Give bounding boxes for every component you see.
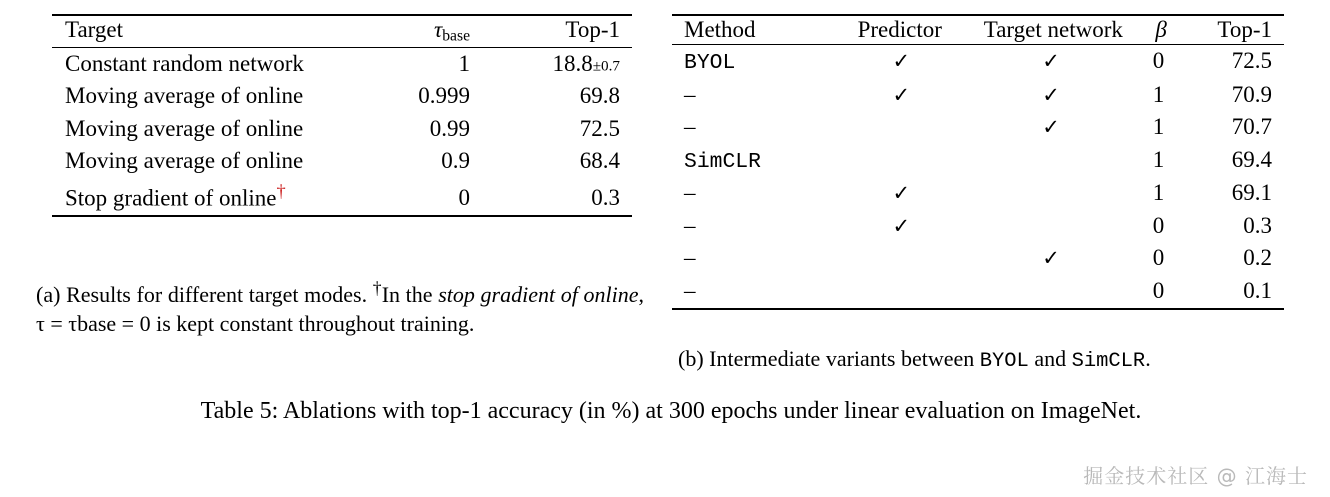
watermark: 掘金技术社区 @ 江海士 (1083, 464, 1308, 488)
table-b-cell-top1: 0.3 (1243, 212, 1272, 238)
table-b-cell-method: – (684, 114, 696, 140)
table-b-cell-top1: 0.1 (1243, 278, 1272, 304)
table-b-cell-top1: 0.2 (1243, 245, 1272, 271)
table-b-cell-target-network (968, 177, 1133, 210)
table-b-cell-beta: 0 (1152, 245, 1165, 271)
table-b-cell-predictor (834, 144, 968, 177)
table-a-header-top1: Top-1 (565, 17, 620, 43)
table-b-cell-predictor (834, 275, 968, 308)
table-a-cell-tau: 0.99 (429, 115, 470, 141)
caption-b-text3: . (1145, 346, 1151, 371)
table-b-cell-beta: 0 (1152, 48, 1165, 74)
caption-b-text1: Intermediate variants between (709, 346, 980, 371)
caption-b-text2: and (1028, 346, 1072, 371)
table-a-header-tau: $\tau_{base}$ (434, 17, 470, 45)
table-b-header-row (672, 16, 1284, 44)
table-a-cell-tau: 0.999 (418, 83, 470, 109)
table-a-grid (52, 16, 632, 46)
table-row (52, 80, 632, 113)
table-a-cell-top1: 69.8 (579, 83, 620, 109)
table-b-header-beta: β (1155, 17, 1167, 43)
table-b-cell-predictor (834, 242, 968, 275)
table-b-cell-top1: 70.9 (1231, 81, 1272, 107)
caption-a-label: (a) (36, 281, 61, 307)
table-row (672, 210, 1284, 243)
table-row (672, 177, 1284, 210)
table-b-cell-predictor: ✓ (892, 181, 911, 206)
caption-a-text1: Results for different target modes. (66, 281, 373, 307)
caption-a-text3: , τ = τbase = 0 is kept constant throughout training. (36, 281, 645, 336)
table-a-cell-top1 (470, 48, 632, 81)
table-b-cell-method: – (684, 180, 696, 206)
table-a-cell-tau: 0 (458, 185, 470, 211)
table-a-cell-target (52, 178, 350, 215)
table-row (672, 144, 1284, 177)
table-a-cell-top1: 0.3 (591, 185, 620, 211)
table-a-cell-target: Moving average of online (65, 115, 304, 141)
table-b-cell-top1: 69.4 (1231, 146, 1272, 172)
table-b-cell-predictor: ✓ (892, 49, 911, 74)
table-b-cell-predictor (834, 111, 968, 144)
table-a-cell-tau: 1 (458, 50, 470, 76)
table-b-cell-target-network (968, 210, 1133, 243)
table-b-cell-method: BYOL (684, 51, 736, 76)
table-row (672, 242, 1284, 275)
table-a-cell-tau: 0.9 (441, 148, 470, 174)
caption-a-italic: stop gradient of online (438, 281, 639, 307)
table-b-cell-predictor: ✓ (892, 213, 911, 238)
caption-b-mono1: BYOL (979, 350, 1029, 373)
table-b-header-target-network: Target network (983, 17, 1123, 43)
table-b-cell-target-network: ✓ (1042, 115, 1060, 140)
table-a-cell-target: Moving average of online (65, 148, 304, 174)
table-b-cell-target-network: ✓ (1042, 82, 1060, 107)
table-b-cell-method: – (684, 81, 696, 107)
table-b-cell-method: – (684, 212, 696, 238)
table-b-body (672, 45, 1284, 307)
table-a-cell-top1: 72.5 (579, 115, 620, 141)
table-a-cell-top1: 68.4 (579, 148, 620, 174)
table-b (672, 14, 1284, 310)
table-b-header-top1: Top-1 (1217, 17, 1272, 43)
table-b-cell-top1: 72.5 (1231, 48, 1272, 74)
table-b-bottom-rule (672, 308, 1284, 310)
table-a-cell-target: Constant random network (65, 50, 304, 76)
table-a-target-text: Stop gradient of online (65, 185, 277, 211)
table-b-cell-method: – (684, 278, 696, 304)
table-b-cell-target-network (968, 144, 1133, 177)
table-a-header-row (52, 16, 632, 46)
table-row (672, 79, 1284, 112)
table-b-cell-beta: 0 (1152, 212, 1165, 238)
caption-b (678, 345, 1298, 376)
table-a-top1-error: ±0.7 (592, 57, 620, 75)
table-a (52, 14, 632, 217)
table-a-cell-target: Moving average of online (65, 83, 304, 109)
table-b-cell-target-network (968, 275, 1133, 308)
table-a-bottom-rule (52, 215, 632, 217)
table-a-top1-value: 18.8 (552, 50, 593, 76)
table-b-grid (672, 16, 1284, 44)
table-b-cell-top1: 70.7 (1231, 114, 1272, 140)
caption-b-mono2: SimCLR (1071, 350, 1146, 373)
table-caption: Table 5: Ablations with top-1 accuracy (in %) at 300 epochs under linear evaluation on ImageNet. (200, 398, 1142, 424)
table-b-cell-method: SimCLR (684, 149, 761, 174)
table-row (672, 275, 1284, 308)
table-a-header-target: Target (65, 17, 123, 43)
table-b-cell-top1: 69.1 (1231, 180, 1272, 206)
caption-b-label: (b) (678, 346, 704, 371)
caption-a (36, 277, 644, 338)
table-b-header-predictor: Predictor (857, 17, 942, 43)
table-b-cell-beta: 1 (1152, 146, 1165, 172)
table-row (52, 178, 632, 215)
caption-a-text2: In the (381, 281, 439, 307)
table-b-cell-predictor: ✓ (892, 82, 911, 107)
table-row (672, 45, 1284, 78)
table-row (52, 145, 632, 178)
table-b-cell-beta: 0 (1152, 278, 1165, 304)
table-a-body (52, 48, 632, 215)
table-b-cell-beta: 1 (1152, 81, 1165, 107)
table-row (672, 111, 1284, 144)
table-b-cell-method: – (684, 245, 696, 271)
table-b-cell-beta: 1 (1152, 114, 1165, 140)
caption-a-dagger: † (372, 278, 382, 298)
dagger-marker: † (276, 181, 286, 202)
table-b-cell-beta: 1 (1152, 180, 1165, 206)
table-b-cell-target-network: ✓ (1042, 49, 1060, 74)
table-row (52, 48, 632, 81)
table-b-header-method: Method (684, 17, 756, 43)
table-row (52, 113, 632, 146)
table-b-cell-target-network: ✓ (1042, 246, 1060, 271)
